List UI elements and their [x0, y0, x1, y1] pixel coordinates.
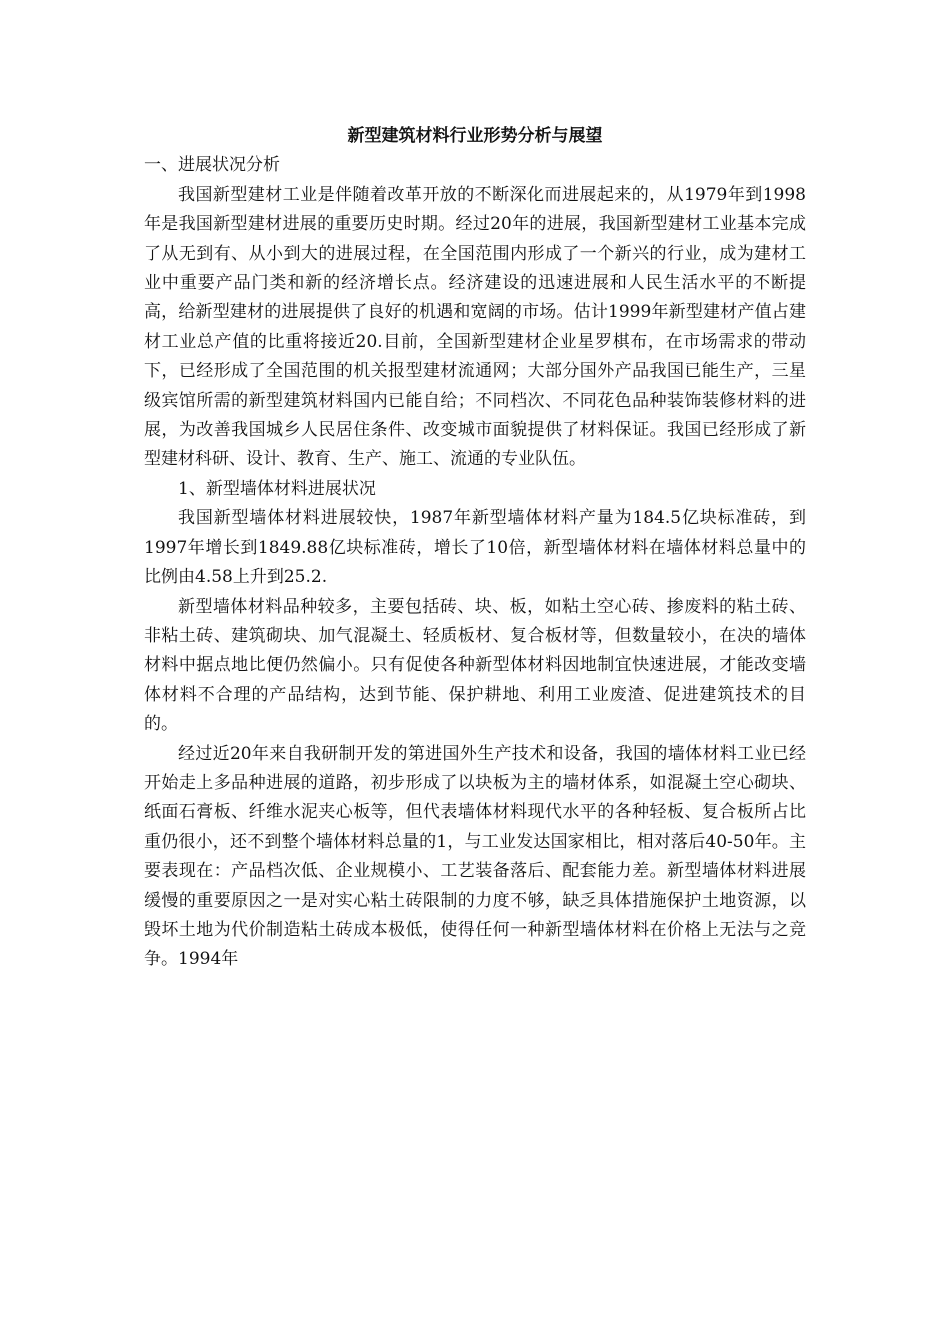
paragraph-2: 我国新型墙体材料进展较快，1987年新型墙体材料产量为184.5亿块标准砖，到1997年增长到1849.88亿块标准砖，增长了10倍，新型墙体材料在墙体材料总量中的比例由4.58上升到25.2. [144, 508, 806, 588]
document-title: 新型建筑材料行业形势分析与展望 [347, 126, 603, 146]
paragraph-3: 新型墙体材料品种较多，主要包括砖、块、板，如粘土空心砖、掺废料的粘土砖、非粘土砖、建筑砌块、加气混凝土、轻质板材、复合板材等，但数量较小，在决的墙体材料中据点地比便仍然偏小。只有促使各种新型体材料因地制宜快速进展，才能改变墙体材料不合理的产品结构，达到节能、保护耕地、利用工业废渣、促进建筑技术的目的。 [144, 596, 806, 735]
section-heading-1: 一、进展状况分析 [144, 155, 280, 176]
document-body [144, 122, 806, 975]
paragraph-4: 经过近20年来自我研制开发的第进国外生产技术和设备，我国的墙体材料工业已经开始走上多品种进展的道路，初步形成了以块板为主的墙材体系，如混凝土空心砌块、纸面石膏板、纤维水泥夹心板等，但代表墙体材料现代水平的各种轻板、复合板所占比重仍很小，还不到整个墙体材料总量的1，与工业发达国家相比，相对落后40-50年。主要表现在：产品档次低、企业规模小、工艺装备落后、配套能力差。新型墙体材料进展缓慢的重要原因之一是对实心粘土砖限制的力度不够，缺乏具体措施保护土地资源，以毁坏土地为代价制造粘土砖成本极低，使得任何一种新型墙体材料在价格上无法与之竞争。1994年 [144, 743, 806, 970]
subsection-heading-1: 1、新型墙体材料进展状况 [178, 478, 376, 499]
paragraph-1: 我国新型建材工业是伴随着改革开放的不断深化而进展起来的，从1979年到1998年是我国新型建材进展的重要历史时期。经过20年的进展，我国新型建材工业基本完成了从无到有、从小到大的进展过程，在全国范围内形成了一个新兴的行业，成为建材工业中重要产品门类和新的经济增长点。经济建设的迅速进展和人民生活水平的不断提高，给新型建材的进展提供了良好的机遇和宽阔的市场。估计1999年新型建材产值占建材工业总产值的比重将接近20.目前，全国新型建材企业星罗棋布，在市场需求的带动下，已经形成了全国范围的机关报型建材流通网；大部分国外产品我国已能生产，三星级宾馆所需的新型建筑材料国内已能自给；不同档次、不同花色品种装饰装修材料的进展，为改善我国城乡人民居住条件、改变城市面貌提供了材料保证。我国已经形成了新型建材科研、设计、教育、生产、施工、流通的专业队伍。 [144, 184, 806, 470]
